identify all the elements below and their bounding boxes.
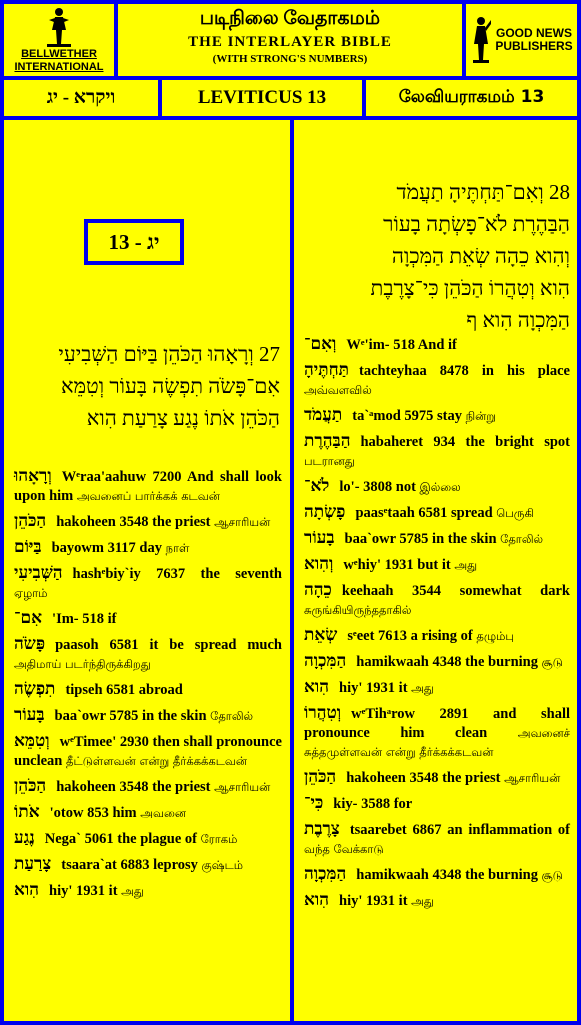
book-english [158,76,366,120]
transliteration-gloss: keehaah 3544 somewhat dark [341,583,570,599]
transliteration-gloss: tsaarebet 6867 an inflammation of [349,822,570,838]
word-entry [304,651,570,672]
book-english-label: LEVITICUS 13 [197,87,327,108]
transliteration-gloss: tipseh 6581 abroad [65,682,183,698]
transliteration-gloss: Nega` 5061 the plague of [44,831,198,847]
verse-28-line: הַמִּכְוָה הִוא ף [466,308,570,332]
transliteration-gloss: kiy- 3588 for [333,796,413,812]
tamil-gloss: தீட்டுள்ளவன் என்று தீர்க்கக்கடவன் [65,754,248,768]
verse-27-number: 27 [259,342,280,366]
book-tamil-label: லேவியராகமம் 13 [398,87,545,107]
word-entry [14,802,282,823]
good-news-line-2: PUBLISHERS [495,39,573,53]
tamil-gloss: ஆசாரியன் [214,515,271,529]
good-news-figure-icon [470,16,492,64]
left-word-list [14,466,282,906]
transliteration-gloss: hakoheen 3548 the priest [56,779,211,795]
hebrew-word: וְטִמֵּא [14,731,50,750]
hebrew-word: הַכֹּהֵן [304,767,337,786]
title-block [114,0,466,80]
hebrew-word: הַמִּכְוָה [304,864,347,883]
hebrew-word: וְרָאָהוּ [14,466,52,485]
tamil-gloss: அவனை [140,806,187,820]
transliteration-gloss: hakoheen 3548 the priest [346,770,501,786]
hebrew-word: תִפְשֶׂה [14,679,56,698]
bellwether-line-2: INTERNATIONAL [14,61,104,73]
word-entry [304,502,570,523]
hebrew-word: וְהִוא [304,554,334,573]
tamil-gloss: அது [121,884,144,898]
word-entry [14,854,282,875]
chapter-label [84,219,184,265]
transliteration-gloss: hiy' 1931 it [339,680,408,696]
word-entry [304,677,570,698]
hebrew-word: הִוא [14,880,40,899]
tamil-gloss: படரானது [304,454,355,468]
word-entry [14,511,282,532]
verse-28-line: הַבַּהֶרֶת לֹא־פָשְׂתָה בָעוֹר [383,212,570,236]
hebrew-word: אֹתוֹ [14,802,40,821]
transliteration-gloss: ta`ᵃmod 5975 stay [352,408,463,424]
title-tamil: படிநிலை வேதாகமம் [199,8,381,29]
transliteration-gloss: 'otow 853 him [49,805,137,821]
hebrew-word: הַכֹּהֵן [14,776,47,795]
word-entry [304,767,570,788]
tamil-gloss: பெருகி [496,506,534,520]
bellwether-logo [0,0,118,80]
hebrew-word: הַמִּכְוָה [304,651,347,670]
book-tamil [362,76,581,120]
word-entry [14,563,282,603]
good-news-logo [462,0,581,80]
tamil-gloss: ஆசாரியன் [214,780,271,794]
transliteration-gloss: sᵉeet 7613 a rising of [347,628,473,644]
transliteration-gloss: Wᵉ'im- 518 And if [346,337,457,353]
tamil-gloss: அது [411,894,434,908]
verse-28-line: וְאִם־תַּחְתֶּיהָ תַעֲמֹד [396,180,544,204]
hebrew-word: הַבַּהֶרֶת [304,431,351,450]
verse-28 [302,176,570,336]
transliteration-gloss: tachteyhaa 8478 in his place [359,363,570,379]
transliteration-gloss: wᵉhiy' 1931 but it [343,557,451,573]
verse-27-line: הַכֹּהֵן אֹתוֹ נֶגַע צָרַעַת הִוא [86,406,280,430]
bellwether-line-1: BELLWETHER [21,48,97,60]
word-entry [14,828,282,849]
transliteration-gloss: 'Im- 518 if [52,611,117,627]
transliteration-gloss: baa`owr 5785 in the skin [54,708,207,724]
word-entry [304,554,570,575]
bellwether-figure-icon [39,6,79,48]
tamil-gloss: சூடு [541,655,563,669]
hebrew-word: לֹא־ [304,476,330,495]
verse-28-line: הִוא וְטִהֲרוֹ הַכֹּהֵן כִּי־צָרֶבֶת [370,276,570,300]
transliteration-gloss: hamikwaah 4348 the burning [356,654,538,670]
word-entry [304,819,570,859]
tamil-gloss: அதிமாய் படர்ந்திருக்கிறது [14,657,151,671]
word-entry [14,608,282,629]
hebrew-word: כִּי־ [304,793,324,812]
tamil-gloss: இல்லை [419,480,461,494]
verse-28-line: וְהִוא כֵהָה שְׂאֵת הַמִּכְוָה [391,244,570,268]
hebrew-word: נֶגַע [14,828,35,847]
word-entry [14,634,282,674]
tamil-gloss: அது [411,681,434,695]
word-entry [14,466,282,506]
word-entry [14,880,282,901]
hebrew-word: בָּעוֹר [14,705,45,724]
chapter-label-text: יג - 13 [108,229,160,254]
word-entry [304,580,570,620]
hebrew-word: צָרַעַת [14,854,52,873]
word-entry [14,776,282,797]
tamil-gloss: அவ்வளவில் [304,383,372,397]
transliteration-gloss: baa`owr 5785 in the skin [344,531,497,547]
hebrew-word: תַּחְתֶּיהָ [304,360,350,379]
transliteration-gloss: paasoh 6581 it be spread much [55,637,282,653]
tamil-gloss: சூடு [541,868,563,882]
tamil-gloss: ஏழாம் [14,586,48,600]
transliteration-gloss: wᵉTihᵃrow 2891 and shall pronounce him clean [304,706,570,741]
word-entry [304,625,570,646]
word-entry [304,360,570,400]
hebrew-word: אִם־ [14,608,43,627]
hebrew-word: הַכֹּהֵן [14,511,47,530]
tamil-gloss: தழும்பு [476,629,514,643]
hebrew-word: שְׂאֵת [304,625,338,644]
hebrew-word: הִוא [304,677,330,696]
transliteration-gloss: tsaara`at 6883 leprosy [61,857,198,873]
left-column [0,116,294,1025]
good-news-line-1: GOOD NEWS [495,26,572,40]
transliteration-gloss: hiy' 1931 it [339,893,408,909]
word-entry [304,864,570,885]
tamil-gloss: வந்த வேக்காடு [304,842,384,856]
transliteration-gloss: bayowm 3117 day [51,540,162,556]
tamil-gloss: ரோகம் [200,832,238,846]
word-entry [14,679,282,700]
transliteration-gloss: paasᵉtaah 6581 spread [355,505,493,521]
word-entry [304,703,570,762]
tamil-gloss: தோலில் [210,709,254,723]
transliteration-gloss: hashᵉbiy`iy 7637 the seventh [72,566,282,582]
transliteration-gloss: lo'- 3808 not [339,479,416,495]
book-hebrew [0,76,162,120]
hebrew-word: פָּשֹׂה [14,634,46,653]
word-entry [14,731,282,771]
transliteration-gloss: habaheret 934 the bright spot [360,434,570,450]
book-hebrew-label: ויקרא - יג [46,87,116,108]
transliteration-gloss: hamikwaah 4348 the burning [356,867,538,883]
title-english: THE INTERLAYER BIBLE [188,34,392,50]
tamil-gloss: அவனைப் பார்க்கக் கடவன் [76,489,220,503]
transliteration-gloss: Wᵉraa'aahuw 7200 And shall look upon him [14,469,282,504]
word-entry [304,431,570,471]
tamil-gloss: அவனைச் சுத்தமுள்ளவன் என்று தீர்க்கக்கடவன் [304,726,570,759]
word-entry [304,476,570,497]
hebrew-word: וְאִם־ [304,334,337,353]
hebrew-word: בַּיּוֹם [14,537,42,556]
word-entry [304,528,570,549]
hebrew-word: הִוא [304,890,330,909]
word-entry [304,890,570,911]
verse-27 [14,338,280,434]
hebrew-word: פָשְׂתָה [304,502,346,521]
word-entry [304,793,570,814]
tamil-gloss: ஆசாரியன் [504,771,561,785]
verse-27-line: אִם־פָּשֹׂה תִפְשֶׂה בָּעוֹר וְטִמֵּא [60,374,280,398]
tamil-gloss: குஷ்டம் [201,858,243,872]
verse-27-line: וְרָאָהוּ הַכֹּהֵן בַּיּוֹם הַשְּׁבִיעִי [58,342,254,366]
word-entry [14,537,282,558]
verse-28-number: 28 [549,180,570,204]
subtitle: (WITH STRONG'S NUMBERS) [212,53,368,65]
word-entry [14,705,282,726]
tamil-gloss: அது [454,558,478,572]
tamil-gloss: நாள் [165,541,190,555]
transliteration-gloss: wᵉTimee' 2930 then shall pronounce unclean [14,734,282,769]
word-entry [304,405,570,426]
word-entry [304,334,570,355]
hebrew-word: תַעֲמֹד [304,405,343,424]
hebrew-word: וְטִהֲרוֹ [304,703,342,722]
right-column [290,116,581,1025]
transliteration-gloss: hiy' 1931 it [49,883,118,899]
transliteration-gloss: hakoheen 3548 the priest [56,514,211,530]
tamil-gloss: சுருங்கியிருந்ததாகில் [304,603,412,617]
hebrew-word: כֵהָה [304,580,332,599]
hebrew-word: צָרֶבֶת [304,819,340,838]
hebrew-word: הַשְּׁבִיעִי [14,563,63,582]
right-word-list [304,334,570,916]
tamil-gloss: தோலில் [500,532,544,546]
hebrew-word: בָעוֹר [304,528,335,547]
tamil-gloss: நின்று [465,409,496,423]
